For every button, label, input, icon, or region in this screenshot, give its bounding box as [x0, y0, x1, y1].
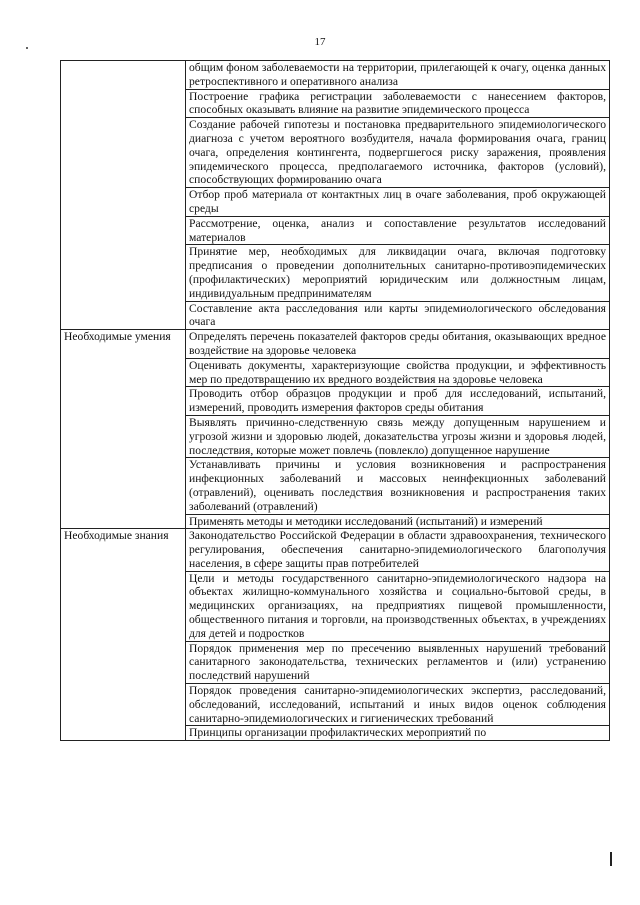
requirement-item: Законодательство Российской Федерации в области здравоохранения, технического регулирования, обеспечения санитарно-эпидемиологического благополучия населения, в сфере защиты прав потребителей	[186, 529, 610, 571]
category-label: Необходимые умения	[61, 330, 186, 529]
scan-speck	[26, 47, 28, 49]
table-row-skills	[61, 330, 610, 359]
table-row-knowledge	[61, 529, 610, 571]
requirement-item: Цели и методы государственного санитарно-эпидемиологического надзора на объектах жилищно-коммунального хозяйства и социально-бытовой среды, в медицинских организациях, на предприятиях пищевой промышленности, общественного питания и торговли, на производственных объектах, в учреждениях для детей и подростков	[186, 571, 610, 641]
requirement-item: Рассмотрение, оценка, анализ и сопоставление результатов исследований материалов	[186, 216, 610, 245]
requirement-item: Выявлять причинно-следственную связь между допущенным нарушением и угрозой жизни и здоровью людей, доказательства угрозы жизни и здоровья людей, последствия, которые может повлечь (повлекло) допущенное нарушение	[186, 415, 610, 457]
page-number: 17	[314, 36, 326, 48]
category-label: Необходимые знания	[61, 529, 186, 741]
requirement-item: Проводить отбор образцов продукции и проб для исследований, испытаний, измерений, проводить измерения факторов среды обитания	[186, 387, 610, 416]
requirement-item: Применять методы и методики исследований (испытаний) и измерений	[186, 514, 610, 529]
requirement-item: Отбор проб материала от контактных лиц в очаге заболевания, проб окружающей среды	[186, 188, 610, 217]
requirement-item: Создание рабочей гипотезы и постановка предварительного эпидемиологического диагноза с учетом вероятного возбудителя, начала формирования очага, границ очага, определения контингента, подвергшегося риску заражения, проявления эпидемического процесса, предполагаемого источника, факторов (условий), способствующих формированию очага	[186, 118, 610, 188]
requirement-item: Определять перечень показателей факторов среды обитания, оказывающих вредное воздействие на здоровье человека	[186, 330, 610, 359]
requirement-item: Составление акта расследования или карты эпидемиологического обследования очага	[186, 301, 610, 330]
requirement-item: Построение графика регистрации заболеваемости с нанесением факторов, способных оказывать влияние на развитие эпидемического процесса	[186, 89, 610, 118]
requirements-table	[60, 60, 610, 741]
table-row-continued	[61, 61, 610, 90]
requirement-item: общим фоном заболеваемости на территории, прилегающей к очагу, оценка данных ретроспективного и оперативного анализа	[186, 61, 610, 90]
requirement-item: Устанавливать причины и условия возникновения и распространения инфекционных заболеваний и массовых неинфекционных заболеваний (отравлений), оценивать последствия возникновения и распространения таких заболеваний (отравлений)	[186, 458, 610, 514]
scan-edge-mark	[610, 852, 612, 866]
requirement-item: Порядок проведения санитарно-эпидемиологических экспертиз, расследований, обследований, исследований, испытаний и иных видов оценок соблюдения санитарно-эпидемиологических и гигиенических требований	[186, 684, 610, 726]
requirement-item: Принципы организации профилактических мероприятий по	[186, 726, 610, 741]
requirement-item: Оценивать документы, характеризующие свойства продукции, и эффективность мер по предотвращению их вредного воздействия на здоровье человека	[186, 358, 610, 387]
requirement-item: Порядок применения мер по пресечению выявленных нарушений требований санитарного законодательства, технических регламентов и (или) устранению последствий нарушений	[186, 641, 610, 683]
requirement-item: Принятие мер, необходимых для ликвидации очага, включая подготовку предписания о проведении дополнительных санитарно-противоэпидемических (профилактических) мероприятий юридическим или должностным лицам, индивидуальным предпринимателям	[186, 245, 610, 301]
category-label	[61, 61, 186, 330]
